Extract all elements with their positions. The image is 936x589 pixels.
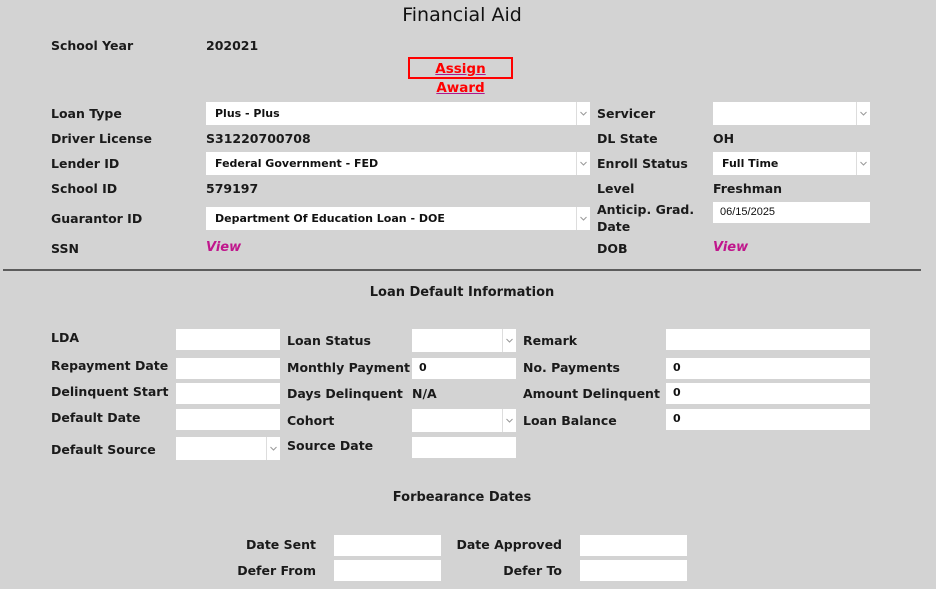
default-date-label: Default Date [51,410,141,425]
enroll-status-label: Enroll Status [597,156,688,171]
defer-from-input[interactable] [334,560,441,581]
driver-license-value: S31220700708 [206,131,311,146]
chevron-down-icon[interactable] [576,152,590,175]
days-delinquent-value: N/A [412,386,437,401]
chevron-down-icon[interactable] [502,329,516,352]
default-date-input[interactable] [176,409,280,430]
loan-balance-value: 0 [673,412,681,425]
dob-label: DOB [597,241,628,256]
level-value: Freshman [713,181,783,196]
cohort-label: Cohort [287,413,335,428]
chevron-down-icon[interactable] [502,409,516,432]
forbearance-section-title: Forbearance Dates [392,490,532,505]
chevron-down-icon[interactable] [266,437,280,460]
monthly-payment-label: Monthly Payment [287,360,410,375]
days-delinquent-label: Days Delinquent [287,386,403,401]
monthly-payment-value: 0 [419,361,427,374]
driver-license-label: Driver License [51,131,152,146]
defer-to-label: Defer To [503,563,562,578]
source-date-label: Source Date [287,438,374,453]
school-year-value: 202021 [206,38,259,53]
anticip-grad-date-label-2: Date [597,219,631,234]
date-approved-label: Date Approved [456,537,562,552]
amount-delinquent-value: 0 [673,386,681,399]
anticip-grad-date-value: 06/15/2025 [720,206,776,218]
dob-view-link[interactable]: View [713,240,749,255]
repayment-date-label: Repayment Date [51,358,169,373]
loan-balance-input[interactable] [666,409,870,430]
chevron-down-icon[interactable] [856,152,870,175]
remark-input[interactable] [666,329,870,350]
assign-award-button[interactable] [408,57,513,96]
delinquent-start-label: Delinquent Start [51,384,169,399]
page-title: Financial Aid [402,4,522,26]
chevron-down-icon[interactable] [856,102,870,125]
guarantor-id-value: Department Of Education Loan - DOE [215,212,445,225]
defer-to-input[interactable] [580,560,687,581]
school-id-label: School ID [51,181,118,196]
chevron-down-icon[interactable] [576,207,590,230]
section-divider [3,269,921,271]
assign-award-link[interactable]: Assign Award [435,61,486,96]
no-payments-value: 0 [673,361,681,374]
cohort-select[interactable] [412,409,516,432]
remark-label: Remark [523,333,578,348]
anticip-grad-date-input[interactable] [713,202,870,223]
ssn-label: SSN [51,241,79,256]
repayment-date-input[interactable] [176,358,280,379]
loan-type-value: Plus - Plus [215,107,280,120]
lda-input[interactable] [176,329,280,350]
chevron-down-icon[interactable] [576,102,590,125]
level-label: Level [597,181,635,196]
default-source-select[interactable] [176,437,280,460]
source-date-input[interactable] [412,437,516,458]
amount-delinquent-label: Amount Delinquent [523,386,660,401]
date-approved-input[interactable] [580,535,687,556]
anticip-grad-date-label-1: Anticip. Grad. [597,202,695,217]
enroll-status-select[interactable] [713,152,870,175]
servicer-label: Servicer [597,106,656,121]
defer-from-label: Defer From [237,563,316,578]
default-source-label: Default Source [51,442,156,457]
ssn-view-link[interactable]: View [206,240,242,255]
monthly-payment-input[interactable] [412,358,516,379]
loan-type-select[interactable] [206,102,590,125]
no-payments-label: No. Payments [523,360,620,375]
no-payments-input[interactable] [666,358,870,379]
servicer-select[interactable] [713,102,870,125]
lender-id-label: Lender ID [51,156,120,171]
lender-id-select[interactable] [206,152,590,175]
dl-state-label: DL State [597,131,658,146]
dl-state-value: OH [713,131,735,146]
school-year-label: School Year [51,38,134,53]
date-sent-input[interactable] [334,535,441,556]
date-sent-label: Date Sent [246,537,316,552]
loan-balance-label: Loan Balance [523,413,617,428]
loan-status-label: Loan Status [287,333,371,348]
loan-type-label: Loan Type [51,106,122,121]
loan-default-section-title: Loan Default Information [369,285,555,300]
delinquent-start-input[interactable] [176,383,280,404]
lender-id-value: Federal Government - FED [215,157,379,170]
school-id-value: 579197 [206,181,259,196]
loan-status-select[interactable] [412,329,516,352]
guarantor-id-label: Guarantor ID [51,211,143,226]
amount-delinquent-input[interactable] [666,383,870,404]
enroll-status-value: Full Time [722,157,779,170]
guarantor-id-select[interactable] [206,207,590,230]
lda-label: LDA [51,330,80,345]
